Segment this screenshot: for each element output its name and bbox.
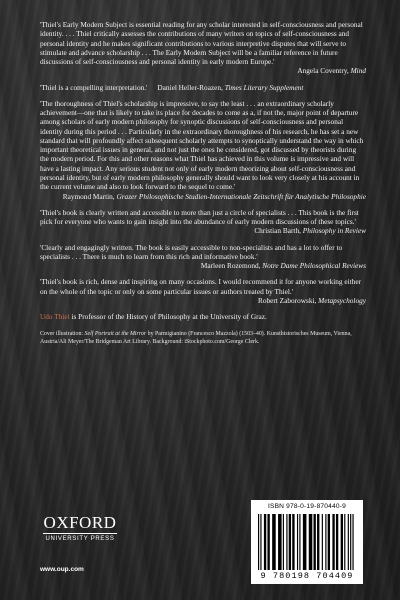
review-zaborowski [40,277,366,305]
cover-credit-rest: by Parmigianino (Francesco Mazzola) (1503–40). Kunsthistorisches Museum, Vienna, Austria/Ali Meyer/The Bridgeman Art Library. Background: iStockphoto.com/George Clerk. [40,331,352,346]
barcode-bar [313,514,315,570]
review-source: Philosophy in Review [302,226,366,236]
barcode-bar [289,514,291,570]
review-source: Notre Dame Philosophical Reviews [262,261,366,271]
review-attribution [40,226,366,235]
reviewer-name: Robert Zaborowski, [257,295,317,305]
publisher-website: www.oup.com [40,566,84,573]
barcode-bar [299,514,300,570]
back-cover-text [40,20,366,347]
barcode-bar [286,514,287,570]
review-text: 'The thoroughness of Thiel's scholarship is impressive, to say the least . . . an extraordinary scholarly achievement—one that is likely to take its place for decades to come as a, if not the, major point of departure among scholars of early modern philosophy for synoptic discussions of self-consciousness and personal identity during this period . . . Particularly in the extraordinary thoroughness of his research, he has set a new standard that will profoundly affect subsequent scholarly attempts to synoptically understand the way in which important theoretical issues in general, and not just the ones he considered, got discussed by theorists during the modern period. For this and other reasons what Thiel has achieved in this volume is impressive and will have a lasting impact. Any serious student not only of early modern theorizing about self-consciousness and personal identity, but of early modern philosophy generally should want to look very closely at his account in the current volume and also to look forward to the sequel to come.' [40,98,364,192]
barcode-bar [303,514,307,570]
barcode-bar [336,514,338,570]
barcode-bar [350,514,351,570]
oxford-logo [40,514,120,542]
author-name: Udo Thiel [40,312,70,322]
barcode-bar [332,514,334,570]
cover-artwork-title: Self Portrait at the Mirror [84,331,147,338]
barcode-bar [283,514,284,570]
review-barth [40,208,366,236]
barcode-digits: 9 780198 704409 [260,571,354,581]
reviewer-name: Christian Barth, [254,226,301,236]
reviewer-name: Raymond Martin, [62,191,115,201]
review-attribution [40,296,366,305]
logo-rule [43,533,117,534]
review-source: Metapsychology [318,295,366,305]
cover-credit-prefix: Cover illustration: [40,331,85,338]
barcode-bar [264,514,266,570]
review-martin [40,99,366,201]
review-attribution [40,192,366,201]
isbn-label: ISBN 978-0-19-870440-9 [267,503,347,510]
review-text: 'Thiel's book is clearly written and accessible to more than just a circle of specialists . . . This book is the first pick for everyone who wants to gain insight into the abundance of early modern discussions of these topics.' [40,207,359,227]
author-bio [40,312,366,321]
review-rozemond [40,243,366,271]
barcode-bar [278,514,282,570]
review-attribution [40,66,366,75]
barcode-bar [258,514,259,570]
barcode-bar [328,514,330,570]
barcode-bar [297,514,298,570]
review-source: Mind [350,66,366,76]
barcode-bar [309,514,313,570]
barcode-bar [292,514,294,570]
barcode-bar [341,514,343,570]
barcode-bar [344,514,345,570]
publisher-subtitle: UNIVERSITY PRESS [45,536,115,542]
barcode-bar [317,514,319,570]
review-heller-roazen [40,83,366,92]
barcode-bar [352,514,353,570]
barcode-bar [267,514,269,570]
review-text: 'Clearly and engagingly written. The book is easily accessible to non-specialists and has a lot to offer to specialists . . . There is much to learn from this rich and informative book.' [40,242,343,261]
reviewer-name: Marleen Rozemond, [200,261,261,271]
reviewer-name: Daniel Heller-Roazen, [157,82,223,92]
barcode-bar [260,514,261,570]
review-coventry [40,20,366,76]
review-source: Grazer Philosophische Studien-Internationale Zeitschrift für Analytische Philosophie [116,191,366,201]
publisher-name: OXFORD [43,513,117,532]
review-text: 'Thiel's Early Modern Subject is essential reading for any scholar interested in self-consciousness and personal identity. . . . Thiel critically assesses the contributions of many writers on topics of self-consciousness and personal identity and he makes significant contributions to various interpretive disputes that will serve to stimulate and advance scholarship . . . The Early Modern Subject will be a familiar reference in future discussions of self-consciousness and personal identity in early modern Europe.' [40,20,363,67]
barcode-bar [348,514,349,570]
reviewer-name: Angela Coventry, [297,66,349,76]
isbn-barcode [251,500,363,584]
author-bio-text: is Professor of the History of Philosophy at the University of Graz. [69,312,267,322]
review-text: 'Thiel is a compelling interpretation.' [40,82,148,92]
barcode-bar [272,514,276,570]
barcode-bar [325,514,326,570]
barcode-bars [257,514,357,570]
review-text: 'Thiel's book is rich, dense and inspiring on many occasions. I would recommend it for anyone working either on the whole of the topic or only on some particular issues or authors treated by Thiel.' [40,277,361,296]
cover-credits [40,331,366,347]
review-attribution [40,261,366,270]
review-source: Times Literary Supplement [224,82,304,92]
barcode-bar [322,514,323,570]
